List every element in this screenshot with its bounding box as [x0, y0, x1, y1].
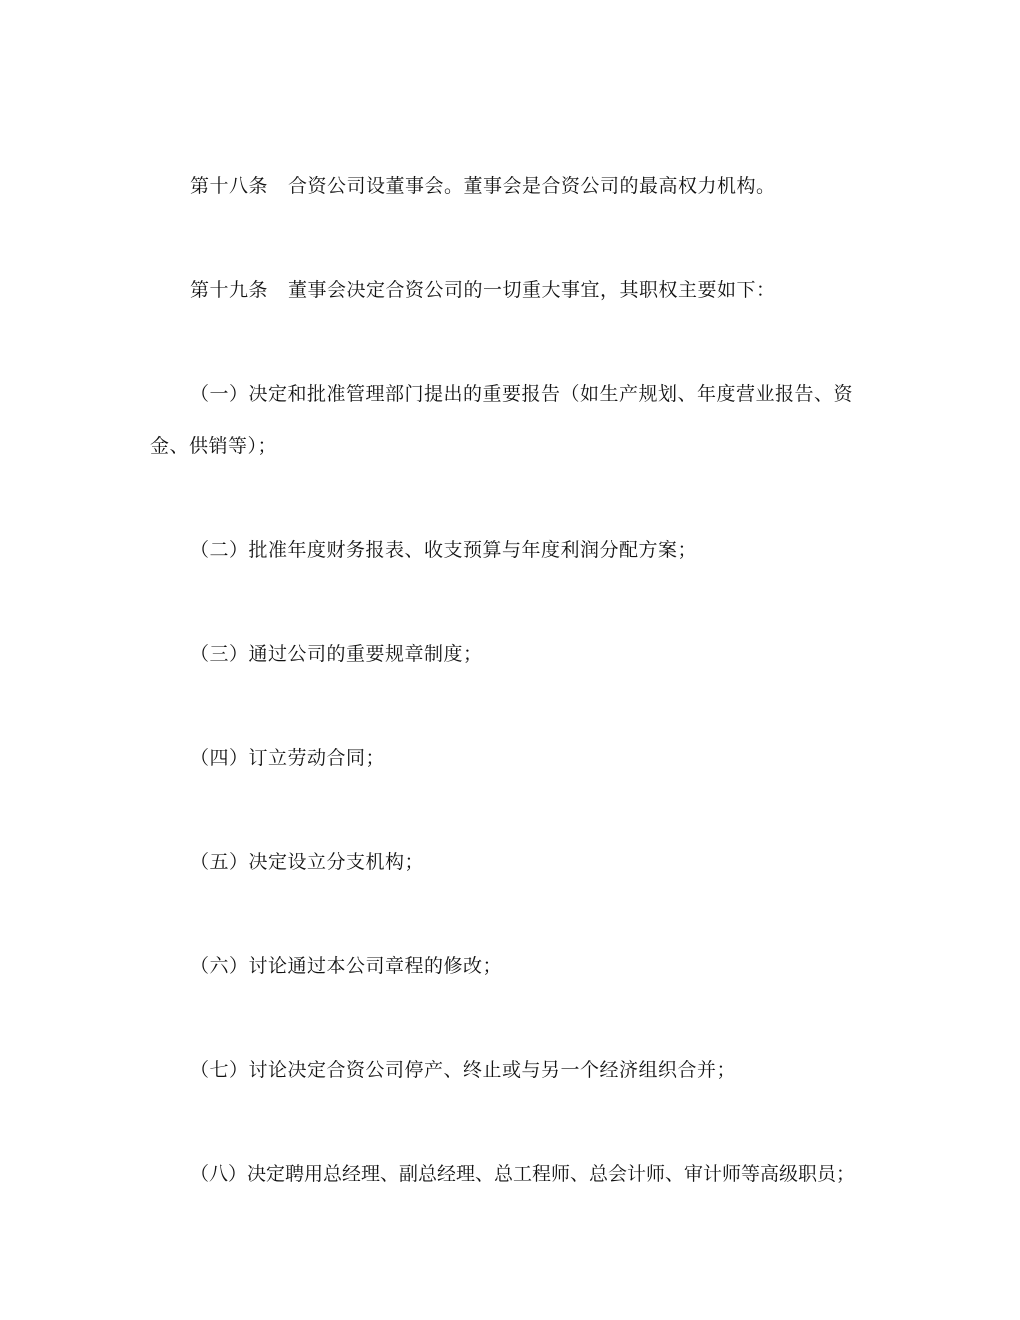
article-19-text: 董事会决定合资公司的一切重大事宜，其职权主要如下： — [288, 279, 776, 301]
article-18-number: 第十八条 — [190, 175, 269, 197]
article-19-number: 第十九条 — [190, 279, 269, 301]
list-item-1-continuation: 金、供销等）； — [150, 435, 278, 457]
list-item-6: （六）讨论通过本公司章程的修改； — [190, 955, 503, 977]
list-item-1: （一）决定和批准管理部门提出的重要报告（如生产规划、年度营业报告、资 — [190, 383, 854, 405]
list-item-8: （八）决定聘用总经理、副总经理、总工程师、总会计师、审计师等高级职员； — [190, 1163, 856, 1185]
list-item-2: （二）批准年度财务报表、收支预算与年度利润分配方案； — [190, 539, 698, 561]
list-item-7: （七）讨论决定合资公司停产、终止或与另一个经济组织合并； — [190, 1059, 737, 1081]
list-item-5: （五）决定设立分支机构； — [190, 851, 425, 873]
article-18-text: 合资公司设董事会。董事会是合资公司的最高权力机构。 — [288, 175, 776, 197]
article-19 — [190, 278, 776, 302]
list-item-3: （三）通过公司的重要规章制度； — [190, 643, 483, 665]
article-18 — [190, 174, 776, 198]
list-item-4: （四）订立劳动合同； — [190, 747, 386, 769]
